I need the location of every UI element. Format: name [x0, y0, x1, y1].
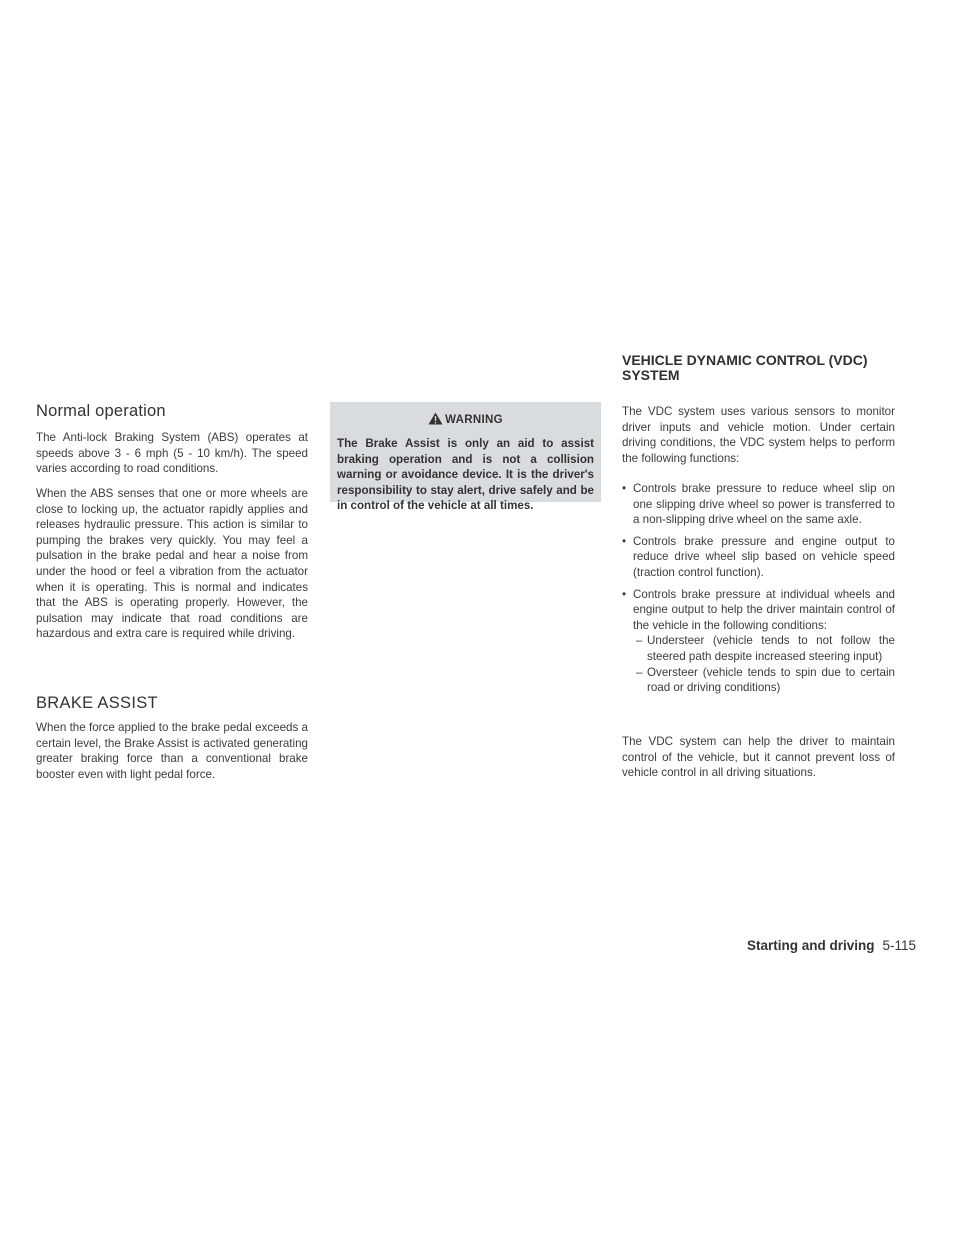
warning-label: WARNING — [445, 414, 503, 426]
brake-assist-heading: BRAKE ASSIST — [36, 694, 158, 712]
vdc-heading: VEHICLE DYNAMIC CONTROL (VDC) SYSTEM — [622, 352, 868, 383]
warning-triangle-icon — [428, 412, 443, 425]
brake-assist-paragraph: When the force applied to the brake pedal exceeds a certain level, the Brake Assist is activated generating greater braking force than a conventional brake booster even with light pedal force. — [36, 721, 308, 781]
warning-text: The Brake Assist is only an aid to assist braking operation and is not a collision warning or avoidance device. It is the driver's responsibility to stay alert, drive safely and be in control of the vehicle at all times. — [337, 437, 594, 512]
vdc-outro-paragraph: The VDC system can help the driver to maintain control of the vehicle, but it cannot prevent loss of vehicle control in all driving situations. — [622, 735, 895, 780]
sub-list-item: – Oversteer (vehicle tends to spin due to certain road or driving conditions) — [633, 665, 895, 696]
condition-sublist — [633, 633, 895, 695]
warning-title — [330, 412, 601, 426]
abs-operation-paragraph: When the ABS senses that one or more wheels are close to locking up, the actuator rapidly applies and releases hydraulic pressure. This action is similar to pumping the brakes very quickly. You may feel a pulsation in the brake pedal and hear a noise from under the hood or feel a vibration from the actuator when it is operating. This is normal and indicates that the ABS is operating properly. However, the pulsation may indicate that road conditions are hazardous and extra care is required while driving. — [36, 487, 308, 641]
list-item: • Controls brake pressure at individual wheels and engine output to help the driver maintain control of the vehicle in the following conditions: – Understeer (vehicle tends to not follow the steered path despite increased steering input) – Oversteer (vehicle tends to spin due to certain road or driving conditions) — [622, 587, 895, 696]
vdc-function-list — [622, 481, 895, 702]
page-footer — [747, 938, 916, 953]
warning-box — [330, 402, 601, 512]
footer-section-title: Starting and driving — [746, 938, 875, 953]
normal-operation-heading: Normal operation — [36, 402, 166, 420]
list-item: • Controls brake pressure to reduce wheel slip on one slipping drive wheel so power is transferred to a non-slipping drive wheel on the same axle. — [622, 481, 895, 528]
vdc-intro-paragraph: The VDC system uses various sensors to monitor driver inputs and vehicle motion. Under certain driving conditions, the VDC system helps to perform the following functions: — [622, 405, 895, 465]
page-number: 5-115 — [882, 938, 916, 953]
sub-list-item: – Understeer (vehicle tends to not follow the steered path despite increased steering input) — [633, 633, 895, 664]
abs-speed-paragraph: The Anti-lock Braking System (ABS) operates at speeds above 3 - 6 mph (5 - 10 km/h). The speed varies according to road conditions. — [36, 431, 308, 476]
list-item: • Controls brake pressure and engine output to reduce drive wheel slip based on vehicle speed (traction control function). — [622, 534, 895, 581]
